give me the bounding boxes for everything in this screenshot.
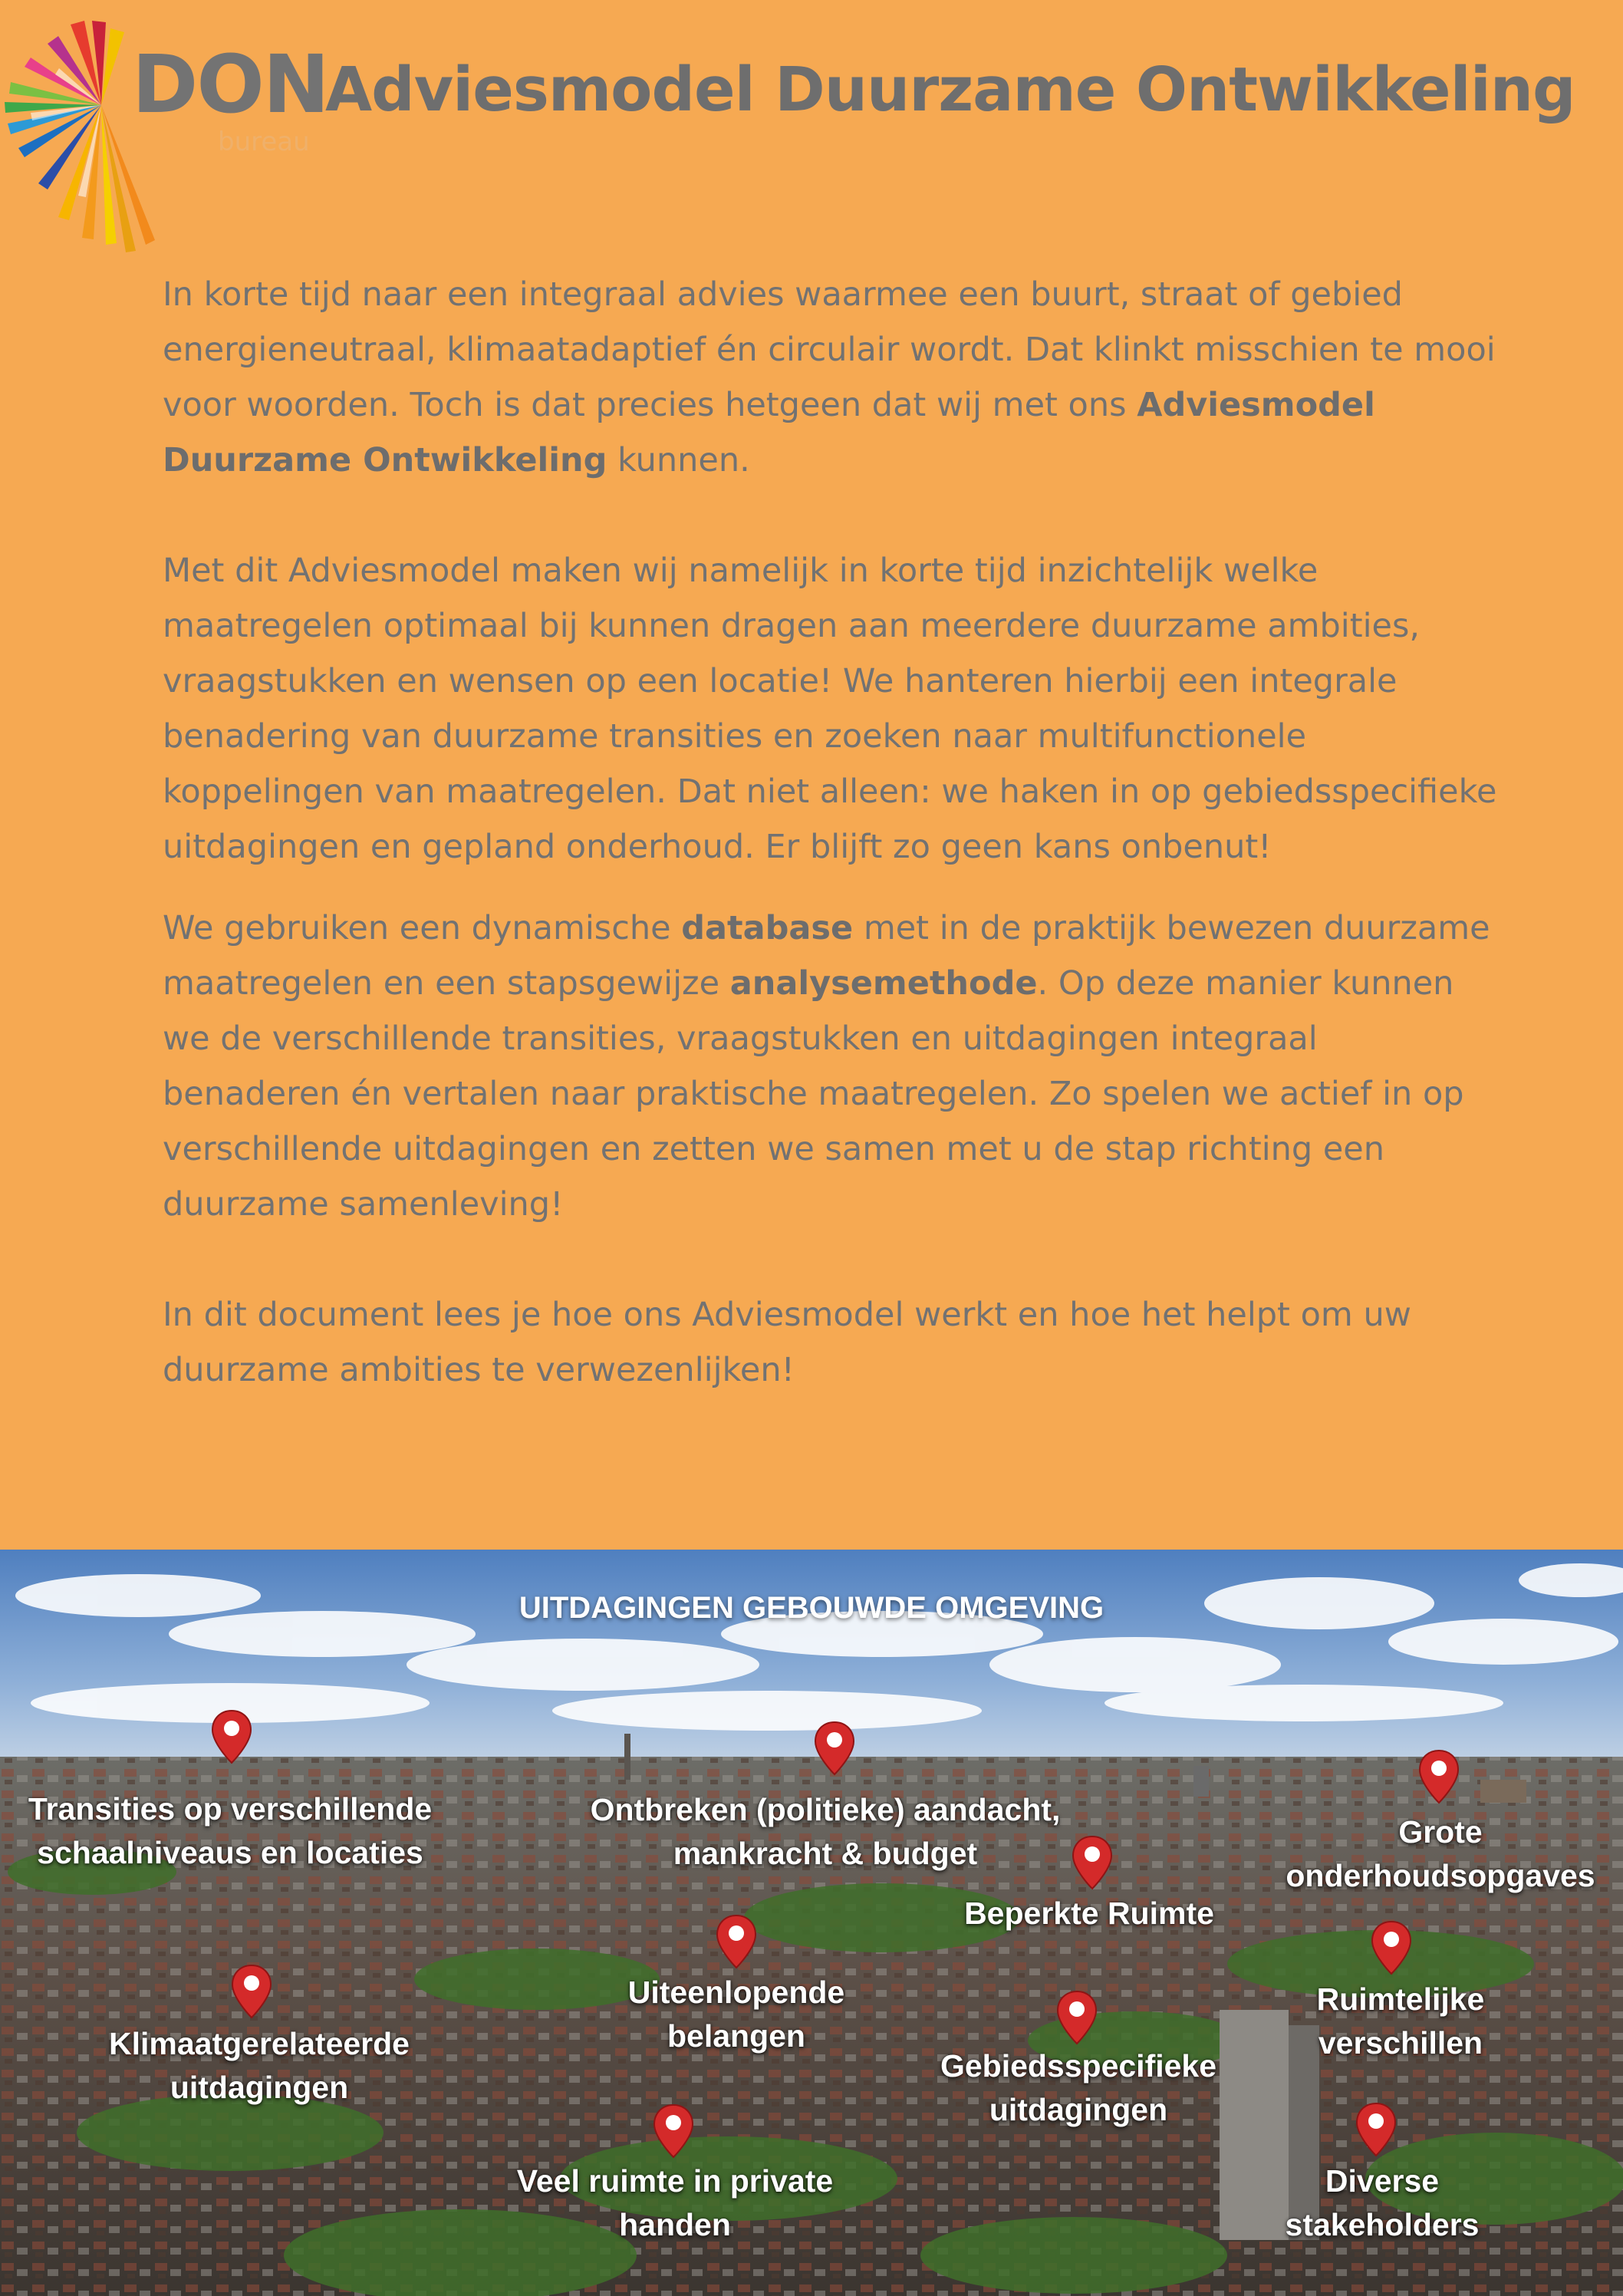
paragraph-2: Met dit Adviesmodel maken wij namelijk in korte tijd inzichtelijk welke maatregelen optimaal bij kunnen dragen aan meerdere duurzame ambities, vraagstukken en wensen op een locatie! We hanteren hierbij een integrale benadering van duurzame transities en zoeken naar multifunctionele koppelingen van maatregelen. Dat niet alleen: we haken in op gebiedsspecifieke uitdagingen en gepland onderhoud. Er blijft zo geen kans onbenut! bbox=[163, 552, 1497, 866]
location-pin-icon bbox=[715, 1914, 758, 1969]
challenge-label: Ontbreken (politieke) aandacht, mankracht & budget bbox=[590, 1792, 1061, 1871]
intro-text bbox=[163, 267, 1497, 1398]
paragraph-1: In korte tijd naar een integraal advies waarmee een buurt, straat of gebied energieneutraal, klimaatadaptief én circulair wordt. Dat klinkt misschien te mooi voor woorden. Toch is dat precies hetgeen dat wij met ons Adviesmodel Duurzame Ontwikkeling kunnen. bbox=[163, 275, 1496, 479]
header bbox=[0, 0, 1623, 261]
location-pin-icon bbox=[652, 2103, 695, 2159]
paragraph-4: In dit document lees je hoe ons Adviesmodel werkt en hoe het helpt om uw duurzame ambities te verwezenlijken! bbox=[163, 1296, 1411, 1389]
challenge-label: Beperkte Ruimte bbox=[964, 1896, 1214, 1931]
challenge-label: Ruimtelijke verschillen bbox=[1316, 1981, 1485, 2060]
challenge-label: Uiteenlopende belangen bbox=[627, 1975, 845, 2054]
page-title: Adviesmodel Duurzame Ontwikkeling bbox=[325, 54, 1575, 125]
challenge-label: Klimaatgerelateerde uitdagingen bbox=[109, 2026, 410, 2105]
photo-title: UITDAGINGEN GEBOUWDE OMGEVING bbox=[519, 1591, 1104, 1625]
brand-name: DON bbox=[132, 38, 328, 131]
location-pin-icon bbox=[1417, 1749, 1460, 1804]
bold-term: database bbox=[681, 909, 854, 947]
location-pin-icon bbox=[1370, 1920, 1413, 1975]
challenge-label: Transities op verschillende schaalniveaus en locaties bbox=[28, 1791, 433, 1870]
challenge-label: Gebiedsspecifieke uitdagingen bbox=[940, 2048, 1217, 2127]
challenge-label: Grote onderhoudsopgaves bbox=[1286, 1814, 1595, 1893]
bold-term: Adviesmodel Duurzame Ontwikkeling bbox=[163, 386, 1375, 479]
brand-subtitle: bureau bbox=[218, 127, 310, 157]
paragraph-3: We gebruiken een dynamische database met in de praktijk bewezen duurzame maatregelen en een stapsgewijze analysemethode. Op deze manier kunnen we de verschillende transities, vraagstukken en uitdagingen integraal benaderen én vertalen naar praktische maatregelen. Zo spelen we actief in op verschillende uitdagingen en zetten we samen met u de stap richting een duurzame samenleving! bbox=[163, 909, 1490, 1224]
location-pin-icon bbox=[1355, 2102, 1397, 2157]
location-pin-icon bbox=[210, 1709, 253, 1764]
location-pin-icon bbox=[230, 1964, 273, 2019]
challenge-label: Veel ruimte in private handen bbox=[516, 2163, 834, 2242]
location-pin-icon bbox=[813, 1721, 856, 1776]
bold-term: analysemethode bbox=[729, 964, 1038, 1003]
location-pin-icon bbox=[1055, 1990, 1098, 2045]
challenge-label: Diverse stakeholders bbox=[1285, 2163, 1480, 2242]
